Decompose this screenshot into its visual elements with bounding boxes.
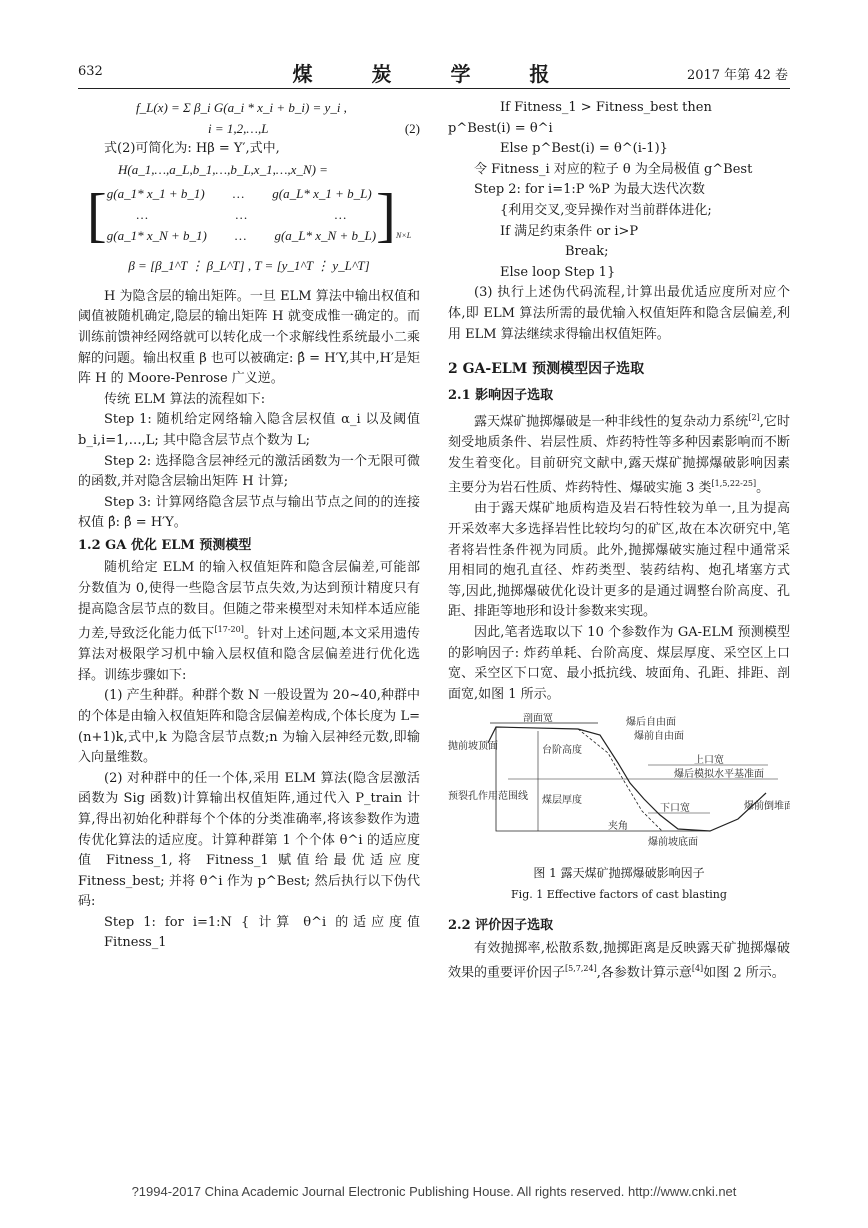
volume-info: 2017 年第 42 卷 bbox=[686, 68, 788, 83]
section-1-2-heading: 1.2 GA 优化 ELM 预测模型 bbox=[78, 537, 252, 553]
p3b-text: 。针对上述问题,本文采用遗传算法对极限学习机中输入层权值和隐含层偏差进行优化选择。训练步骤如下: bbox=[78, 626, 420, 683]
eq2-line1: f_L(x) = Σ β_i G(a_i * x_i + b_i) = y_i , bbox=[136, 100, 347, 115]
p10c-text: 如图 2 所示。 bbox=[703, 965, 785, 981]
pseudocode-line: Else loop Step 1} bbox=[500, 264, 616, 280]
paragraph-h-output: H 为隐含层的输出矩阵。一旦 ELM 算法中输出权值和阈值被随机确定,隐层的输出矩阵 H 就变成惟一确定的。而训练前馈神经网络就可以转化成一个求解线性系统最小二乘解的问题。输出权重 β 也可以被确定: β̂ = H′Y,其中,H′是矩阵 H 的 Moore-Penrose 广义逆。 bbox=[78, 288, 420, 387]
equation-2 bbox=[78, 98, 420, 119]
eq2-number: (2) bbox=[404, 120, 420, 136]
pseudocode-line: {利用交叉,变异操作对当前群体进化; bbox=[500, 202, 712, 218]
label-level: 爆后模拟水平基准面 bbox=[674, 769, 764, 781]
matrix-cell: g(a_L* x_N + b_L) bbox=[274, 227, 377, 243]
left-bracket: [ bbox=[86, 182, 107, 249]
matrix-cell: … bbox=[232, 186, 245, 202]
p10b-text: ,各参数计算示意 bbox=[596, 965, 692, 981]
header-rule bbox=[78, 88, 790, 89]
page-header bbox=[0, 62, 868, 88]
label-angle: 夹角 bbox=[608, 821, 628, 833]
p3-text: 随机给定 ELM 的输入权值矩阵和隐含层偏差,可能部分数值为 0,使得一些隐含层节点失效,为达到预计精度只有提高隐含层节点的数目。但随之带来模型对未知样本适应能力差,导致泛化能力低下 bbox=[78, 560, 420, 642]
section-2-1-heading: 2.1 影响因子选取 bbox=[448, 387, 554, 403]
page-number: 632 bbox=[78, 64, 103, 79]
pseudocode-line: p^Best(i) = θ^i bbox=[448, 120, 553, 136]
matrix-size: N×L bbox=[396, 230, 412, 240]
pseudocode-line: Step 2: for i=1:P %P 为最大迭代次数 bbox=[474, 182, 705, 198]
matrix-cell: g(a_1* x_N + b_1) bbox=[106, 227, 207, 243]
label-lower-width: 下口宽 bbox=[660, 803, 690, 815]
copyright-footer: ?1994-2017 China Academic Journal Electronic Publishing House. All rights reserved. http://www.cnki.net bbox=[131, 1184, 737, 1199]
label-after-free: 爆后自由面 bbox=[626, 717, 676, 729]
elm-step2: Step 2: 选择隐含层神经元的激活函数为一个无限可微的函数,并对隐含层输出矩阵 H 计算; bbox=[78, 453, 420, 490]
matrix-cell: g(a_1* x_1 + b_1) bbox=[106, 186, 205, 202]
journal-title: 煤 炭 学 报 bbox=[292, 62, 576, 86]
right-column bbox=[448, 98, 790, 984]
paragraph-factors: 因此,笔者选取以下 10 个参数作为 GA-ELM 预测模型的影响因子: 炸药单耗、台阶高度、煤层厚度、采空区上口宽、采空区下口宽、最小抵抗线、坡面角、孔距、排距、剖面宽,如图 1 所示。 bbox=[448, 624, 790, 702]
label-pre-split: 预裂孔作用范围线 bbox=[448, 791, 528, 803]
paragraph-ga-optimize bbox=[78, 558, 420, 686]
pseudocode-line: If Fitness_1 > Fitness_best then bbox=[500, 100, 712, 115]
beta-t-definition: β = [β_1^T ⋮ β_L^T] , T = [y_1^T ⋮ y_L^T] bbox=[128, 258, 370, 274]
citation: [4] bbox=[691, 964, 704, 974]
p7-text: 露天煤矿抛掷爆破是一种非线性的复杂动力系统 bbox=[474, 414, 749, 430]
citation: [17-20] bbox=[214, 625, 244, 635]
pseudocode-line: If 满足约束条件 or i>P bbox=[500, 223, 639, 239]
p7c-text: 。 bbox=[756, 480, 770, 496]
paragraph-population: (1) 产生种群。种群个数 N 一般设置为 20~40,种群中的个体是由输入权值矩阵和隐含层偏差构成,个体长度为 L=(n+1)k,式中,k 为隐含层节点数;n 为输入层神经元数,即输入向量维数。 bbox=[78, 688, 420, 766]
elm-step1: Step 1: 随机给定网络输入隐含层权值 α_i 以及阈值 b_i,i=1,…,L; 其中隐含层节点个数为 L; bbox=[78, 412, 420, 448]
matrix-cell: … bbox=[334, 206, 347, 222]
p7b-text: ,它时刻受地质条件、岩层性质、炸药特性等多种因素影响而不断发生着变化。目前研究文献中,露天煤矿抛掷爆破影响因素主要分为岩石性质、炸药特性、爆破实施 3 类 bbox=[448, 414, 790, 496]
pseudocode-line: 令 Fitness_i 对应的粒子 θ 为全局极值 g^Best bbox=[474, 161, 753, 177]
equation-2-cont bbox=[78, 119, 420, 140]
label-coal: 煤层厚度 bbox=[542, 795, 582, 807]
paragraph-fitness: (2) 对种群中的任一个体,采用 ELM 算法(隐含层激活函数为 Sig 函数)计算输出权值矩阵,通过代入 P_train 计算,得出初始化种群每个个体的分类准确率,将该参数作为遗传优化算法的适应度。计算种群第 1 个个体 θ^i 的适应度值 Fitness_1,将 Fitness_1 赋值给最优适应度 Fitness_best; 并将 θ^i 作为 p^Best; 然后执行以下伪代码: bbox=[78, 770, 420, 910]
pseudocode-line: Step 1: for i=1:N { 计算 θ^i 的适应度值 Fitness_1 bbox=[104, 914, 420, 951]
pseudocode-line: Break; bbox=[565, 244, 609, 260]
label-bench: 台阶高度 bbox=[542, 745, 582, 757]
left-column bbox=[78, 98, 420, 954]
eq2-line2: i = 1,2,…,L bbox=[208, 120, 269, 136]
cast-blasting-diagram bbox=[448, 713, 790, 853]
elm-step3: Step 3: 计算网络隐含层节点与输出节点之间的的连接权值 β̂: β̂ = H′Y。 bbox=[78, 494, 420, 531]
section-2-2-heading: 2.2 评价因子选取 bbox=[448, 918, 554, 934]
matrix-cell: … bbox=[234, 227, 247, 243]
citation: [2] bbox=[748, 413, 760, 423]
paragraph-elm-flow: 传统 ELM 算法的流程如下: bbox=[104, 391, 266, 407]
label-floor: 爆前坡底面 bbox=[648, 837, 698, 849]
label-slope-top: 抛前坡顶面 bbox=[448, 741, 498, 753]
section-2-heading: 2 GA-ELM 预测模型因子选取 bbox=[448, 361, 645, 378]
label-pre-slope: 爆前倒堆面 bbox=[744, 801, 790, 813]
label-upper-width: 上口宽 bbox=[694, 755, 724, 767]
h-matrix bbox=[78, 182, 420, 249]
paragraph-geology: 由于露天煤矿地质构造及岩石特性较为单一,且为提高开采效率大多选择岩性比较均匀的矿区,故在本次研究中,笔者将岩性条件视为同质。此外,抛掷爆破实施过程中通常采用相同的炮孔直径、炸药类型、装药结构、炮孔堵塞方式等,因此,抛掷爆破优化设计更多的是通过调整台阶高度、孔距、排距等地形和设计参数来实现。 bbox=[448, 501, 790, 620]
citation: [5,7,24] bbox=[565, 964, 597, 974]
label-top-width: 剖面宽 bbox=[523, 713, 553, 725]
figure-1 bbox=[448, 713, 790, 906]
p10-text: 有效抛掷率,松散系数,抛掷距离是反映露天矿抛掷爆破效果的重要评价因子 bbox=[448, 940, 790, 981]
paragraph-blasting bbox=[448, 408, 790, 499]
simplify-text: 式(2)可简化为: Hβ = Y′,式中, bbox=[104, 141, 280, 157]
figure-1-caption-en: Fig. 1 Effective factors of cast blasting bbox=[511, 888, 727, 902]
figure-1-caption: 图 1 露天煤矿抛掷爆破影响因子 bbox=[533, 865, 705, 880]
paragraph-evaluation bbox=[448, 939, 790, 985]
matrix-cell: g(a_L* x_1 + b_L) bbox=[272, 186, 372, 202]
h-definition: H(a_1,…,a_L,b_1,…,b_L,x_1,…,x_N) = bbox=[118, 161, 328, 177]
paragraph-execute: (3) 执行上述伪代码流程,计算出最优适应度所对应个体,即 ELM 算法所需的最优输入权值矩阵和隐含层偏差,利用 ELM 算法继续求得输出权值矩阵。 bbox=[448, 285, 790, 342]
label-before-free: 爆前自由面 bbox=[634, 731, 684, 743]
matrix-cell: … bbox=[136, 206, 149, 222]
right-bracket: ] bbox=[376, 182, 397, 249]
citation: [1,5,22-25] bbox=[711, 479, 757, 489]
pseudocode-line: Else p^Best(i) = θ^(i-1)} bbox=[500, 141, 668, 157]
matrix-cell: … bbox=[235, 206, 248, 222]
